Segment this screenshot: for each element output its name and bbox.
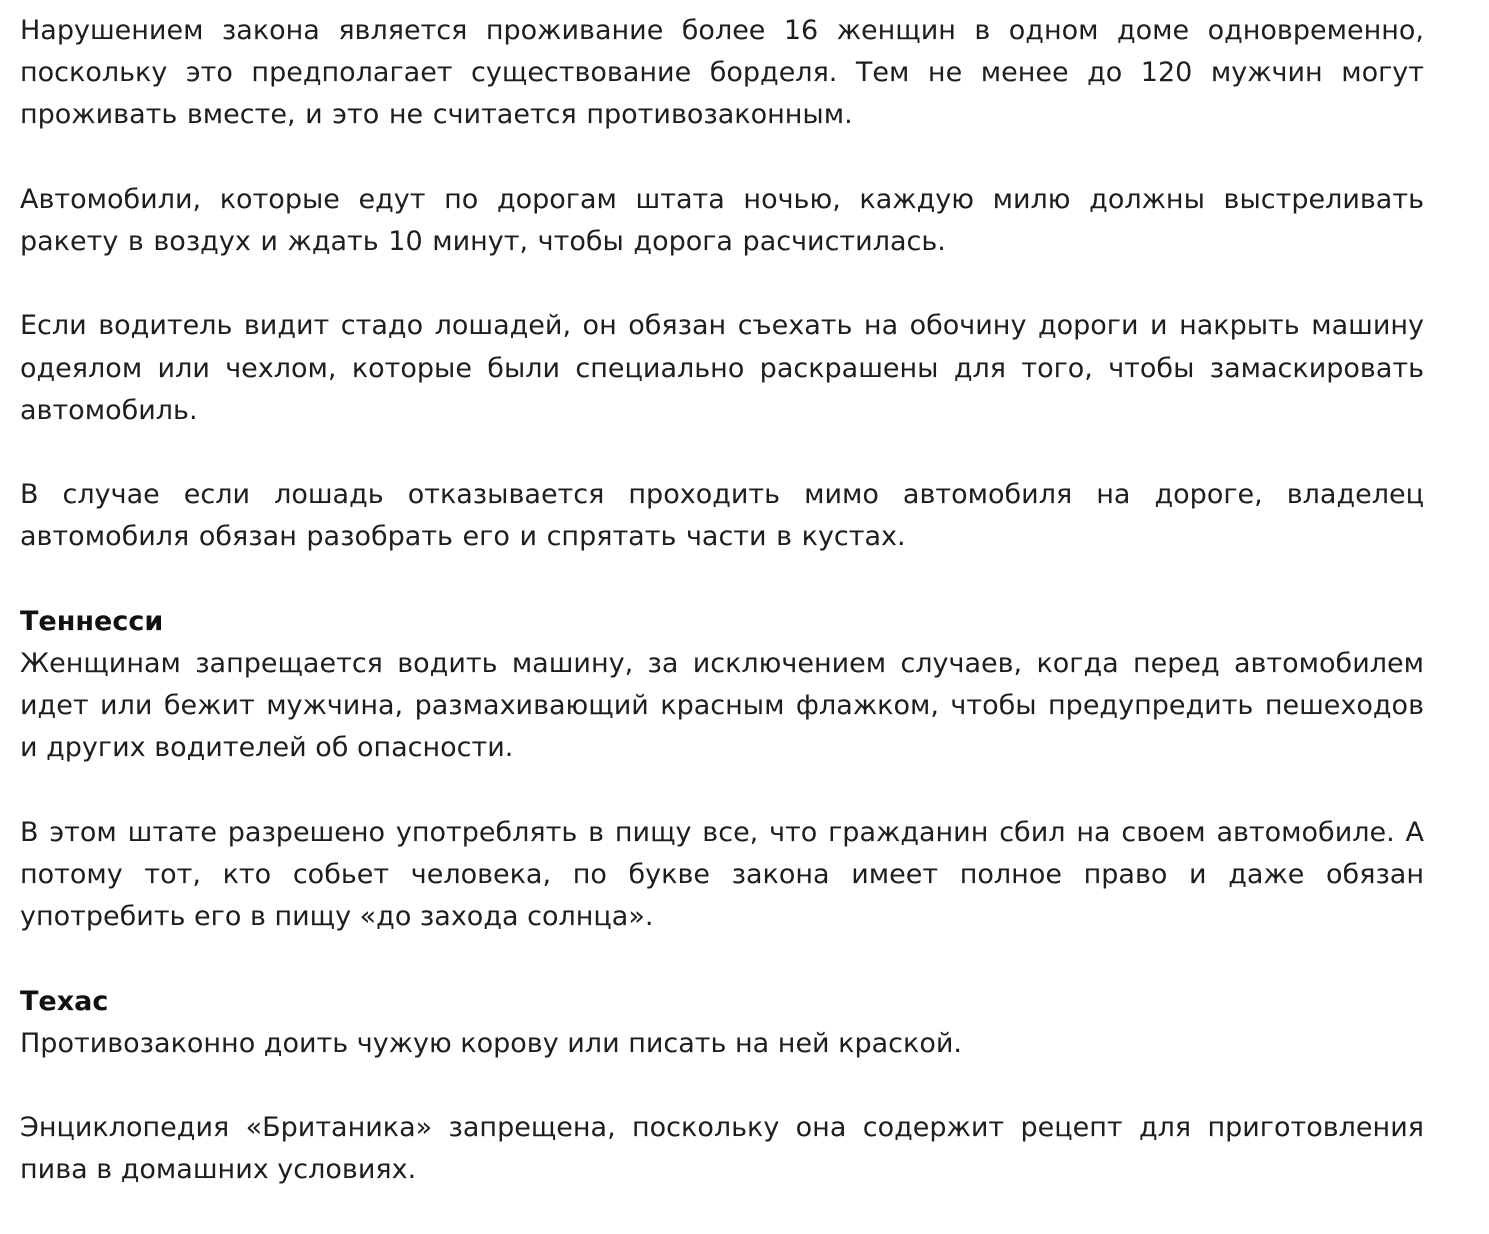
paragraph-women-driving-law: Женщинам запрещается водить машину, за исключением случаев, когда перед автомобилем идет или бежит мужчина, размахивающий красным флажком, чтобы предупредить пешеходов и других водителей об опасности. xyxy=(20,647,1424,764)
paragraph-disassemble-car-law: В случае если лошадь отказывается проходить мимо автомобиля на дороге, владелец автомобиля обязан разобрать его и спрятать части в кустах. xyxy=(20,479,1424,553)
paragraph-britannica-law: Энциклопедия «Британика» запрещена, поскольку она содержит рецепт для приготовления пива в домашних условиях. xyxy=(20,1112,1424,1186)
paragraph-rocket-law: Автомобили, которые едут по дорогам штата ночью, каждую милю должны выстреливать ракету в воздух и ждать 10 минут, чтобы дорога расчистилась. xyxy=(20,183,1424,257)
paragraph-brothel-law: Нарушением закона является проживание более 16 женщин в одном доме одновременно, поскольку это предполагает существование борделя. Тем не менее до 120 мужчин могут проживать вместе, и это не считается противозаконным. xyxy=(20,15,1424,131)
section-heading-tennessee: Теннесси xyxy=(20,605,164,637)
document-body xyxy=(20,10,1424,1234)
section-tennessee xyxy=(20,601,1424,939)
section-heading-texas: Техас xyxy=(20,985,109,1017)
paragraph-horse-herd-law: Если водитель видит стадо лошадей, он обязан съехать на обочину дороги и накрыть машину одеялом или чехлом, которые были специально раскрашены для того, чтобы замаскировать автомобиль. xyxy=(20,310,1424,426)
paragraph-roadkill-law: В этом штате разрешено употреблять в пищу все, что гражданин сбил на своем автомобиле. А потому тот, кто собьет человека, по букве закона имеет полное право и даже обязан употребить его в пищу «до захода солнца». xyxy=(20,816,1424,933)
paragraph-cow-law: Противозаконно доить чужую корову или писать на ней краской. xyxy=(20,1027,962,1059)
section-texas xyxy=(20,981,1424,1192)
